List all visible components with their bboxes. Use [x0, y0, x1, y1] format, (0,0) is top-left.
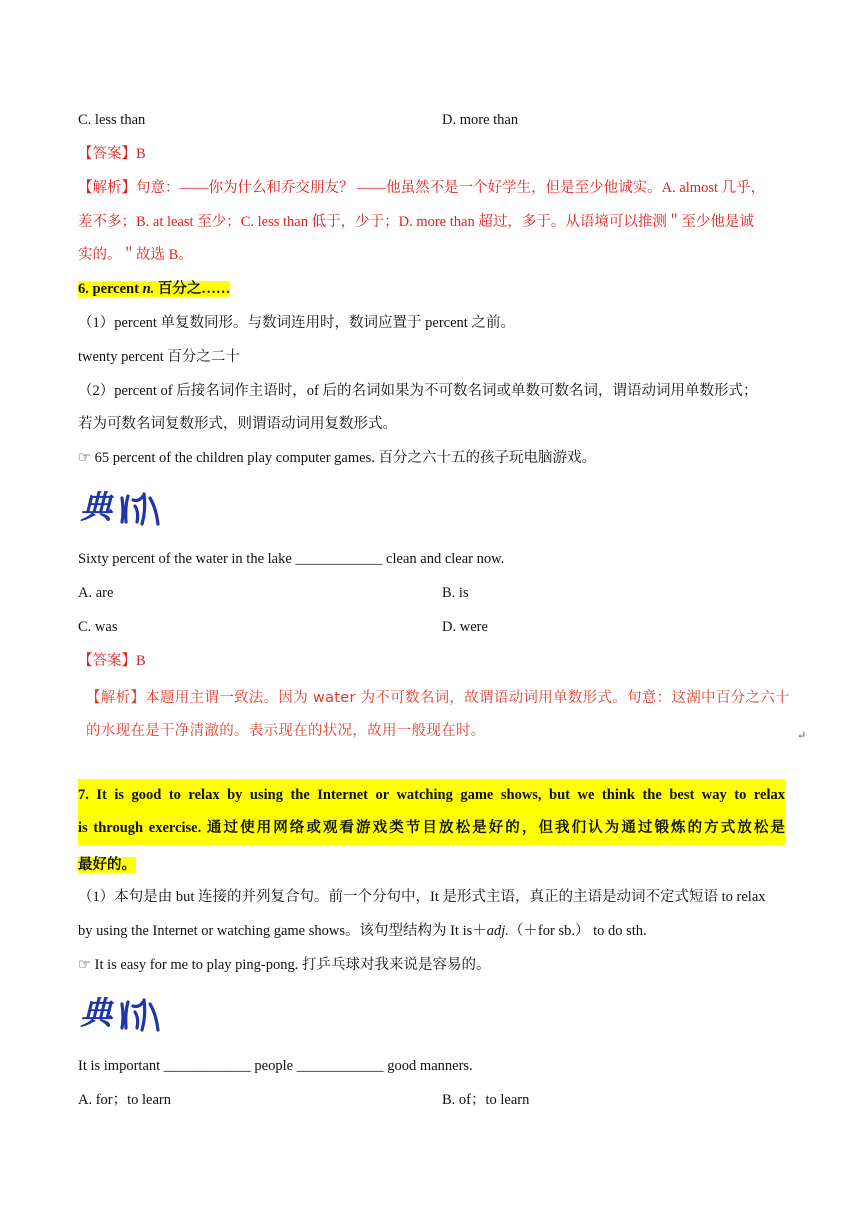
option-d: D. were: [442, 619, 488, 635]
option-a: A. for；to learn: [78, 1092, 172, 1108]
svg-text:典: 典: [80, 994, 113, 1032]
analysis-line: 【解析】本题用主谓一致法。因为 water 为不可数名词，故谓语动词用单数形式。句意：这湖中百分之六十: [86, 690, 790, 706]
answer-label: 【答案】B: [78, 146, 146, 162]
analysis-image: [78, 680, 790, 742]
option-d: D. more than: [442, 112, 519, 128]
section-heading-tail: 最好的。: [78, 857, 136, 873]
option-c: C. was: [78, 619, 118, 635]
grammar-point: 若为可数名词复数形式，则谓语动词用复数形式。: [78, 416, 397, 432]
option-b: B. is: [442, 585, 469, 601]
paragraph-return-mark: ↵: [797, 730, 807, 742]
option-b: B. of；to learn: [442, 1092, 530, 1108]
pointing-hand-icon: ☞: [78, 450, 91, 466]
option-a: A. are: [78, 585, 114, 601]
grammar-point: （2）percent of 后接名词作主语时，of 后的名词如果为不可数名词或单数可数名词，谓语动词用单数形式；: [78, 383, 758, 399]
example-phrase: twenty percent 百分之二十: [78, 349, 240, 365]
grammar-point: （1）percent 单复数同形。与数词连用时，数词应置于 percent 之前。: [78, 315, 515, 331]
answer-label: 【答案】B: [78, 653, 146, 669]
grammar-point: （1）本句是由 but 连接的并列复合句。前一个分句中，It 是形式主语，真正的主语是动词不定式短语 to relax: [78, 889, 766, 905]
analysis-line: 【解析】句意：——你为什么和乔交朋友？ ——他虽然不是一个好学生，但是至少他诚实。A. almost 几乎，: [78, 180, 766, 196]
section-heading: 7. It is good to relax by using the Internet or watching game shows, but we think the best way to relax is through exercise. 通过使用网络或观看游戏类节目放松是好的，但我们认为通过锻炼的方式放松是: [78, 779, 785, 845]
example-sentence: ☞ 65 percent of the children play computer games. 百分之六十五的孩子玩电脑游戏。: [78, 450, 596, 466]
option-c: C. less than: [78, 112, 146, 128]
analysis-line: 的水现在是干净清澈的。表示现在的状况，故用一般现在时。: [86, 723, 486, 739]
example-sentence: ☞ It is easy for me to play ping-pong. 打乒乓球对我来说是容易的。: [78, 957, 491, 973]
section-heading: 6. percent n. 百分之……: [78, 281, 231, 297]
question-text: Sixty percent of the water in the lake ____________ clean and clear now.: [78, 551, 505, 567]
analysis-line: 实的。＂故选 B。: [78, 247, 193, 263]
dianli-logo: [78, 484, 164, 530]
dianli-logo: [78, 990, 164, 1036]
question-text: It is important ____________ people ____________ good manners.: [78, 1058, 473, 1074]
svg-text:典: 典: [80, 488, 113, 526]
pointing-hand-icon: ☞: [78, 957, 91, 973]
analysis-line: 差不多；B. at least 至少；C. less than 低于，少于；D. more than 超过，多于。从语境可以推测＂至少他是诚: [78, 214, 754, 230]
grammar-point: by using the Internet or watching game shows。该句型结构为 It is＋adj.（＋for sb.） to do sth.: [78, 923, 647, 939]
